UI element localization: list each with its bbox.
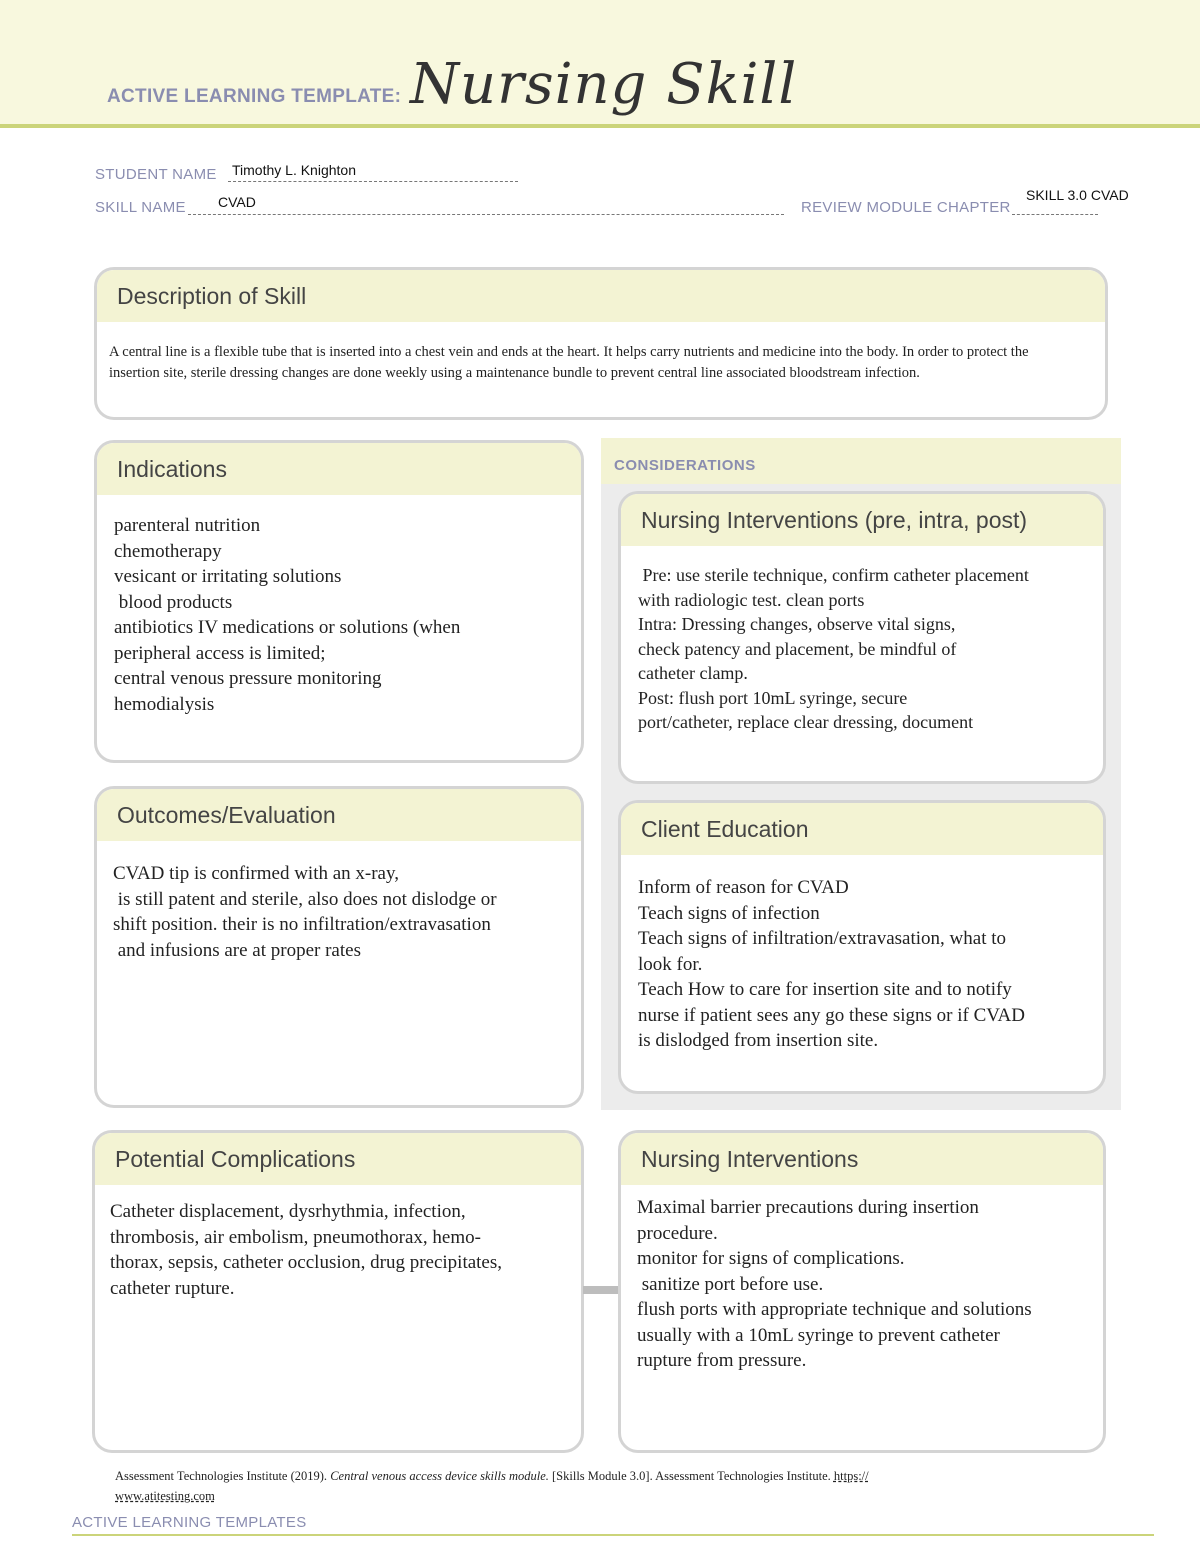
description-body[interactable]: A central line is a flexible tube that is inserted into a chest vein and ends at the heart. It helps carry nutrients and medicine into the body. In order to protect the insertion site, sterile dressing changes are done weekly using a maintenance bundle to prevent central line associated bloodstream infection. [109, 344, 1033, 381]
description-title: Description of Skill [97, 270, 1105, 322]
outcomes-body[interactable]: CVAD tip is confirmed with an x-ray, is still patent and sterile, also does not dislodge or shift position. their is no infiltration/extravasation and infusions are at proper rates [113, 863, 497, 961]
complications-title: Potential Complications [95, 1133, 581, 1185]
nursing-interventions-pip-card [618, 491, 1106, 784]
complications-card [92, 1130, 584, 1453]
considerations-label: CONSIDERATIONS [614, 457, 756, 474]
indications-card [94, 440, 584, 763]
citation-publisher: [Skills Module 3.0]. Assessment Technologies Institute. [548, 1469, 834, 1483]
review-module-label: REVIEW MODULE CHAPTER [801, 199, 1011, 216]
nursing-interventions-pip-body[interactable]: Pre: use sterile technique, confirm catheter placement with radiologic test. clean ports Intra: Dressing changes, observe vital signs, check patency and placement, be mindful of catheter clamp. Post: flush port 10mL syringe, secure port/catheter, replace clear dressing, document [638, 565, 1029, 732]
connector-bar [583, 1286, 619, 1294]
nursing-interventions-title: Nursing Interventions [621, 1133, 1103, 1185]
review-module-value[interactable]: SKILL 3.0 CVAD [1026, 187, 1129, 203]
student-name-label: STUDENT NAME [95, 166, 217, 183]
student-name-line [228, 181, 518, 182]
citation [115, 1466, 1015, 1506]
template-label: ACTIVE LEARNING TEMPLATE: [107, 86, 402, 107]
description-card [94, 267, 1108, 420]
review-module-line [1012, 214, 1098, 215]
nursing-interventions-body[interactable]: Maximal barrier precautions during insertion procedure. monitor for signs of complications. sanitize port before use. flush ports with appropriate technique and solutions usually with a 10mL syringe to prevent catheter rupture from pressure. [637, 1197, 1032, 1371]
client-education-body[interactable]: Inform of reason for CVAD Teach signs of infection Teach signs of infiltration/extravasation, what to look for. Teach How to care for insertion site and to notify nurse if patient sees any go these signs or if CVAD is dislodged from insertion site. [638, 877, 1025, 1051]
skill-name-line [188, 214, 784, 215]
skill-name-value[interactable]: CVAD [218, 194, 256, 210]
citation-link-2[interactable]: www.atitesting.com [115, 1489, 215, 1503]
nursing-interventions-pip-title: Nursing Interventions (pre, intra, post) [621, 494, 1103, 546]
outcomes-title: Outcomes/Evaluation [97, 789, 581, 841]
footer-label: ACTIVE LEARNING TEMPLATES [72, 1514, 307, 1531]
indications-body[interactable]: parenteral nutrition chemotherapy vesicant or irritating solutions blood products antibiotics IV medications or solutions (when peripheral access is limited; central venous pressure monitoring hemodialysis [114, 515, 461, 715]
skill-name-label: SKILL NAME [95, 199, 186, 216]
citation-title: Central venous access device skills module. [330, 1469, 549, 1483]
footer-rule [72, 1534, 1154, 1536]
student-name-value[interactable]: Timothy L. Knighton [232, 162, 356, 178]
template-title: Nursing Skill [410, 52, 798, 117]
client-education-title: Client Education [621, 803, 1103, 855]
outcomes-card [94, 786, 584, 1108]
indications-title: Indications [97, 443, 581, 495]
citation-link-1[interactable]: https:// [833, 1469, 869, 1483]
header-rule [0, 124, 1200, 128]
complications-body[interactable]: Catheter displacement, dysrhythmia, infection, thrombosis, air embolism, pneumothorax, hemo- thorax, sepsis, catheter occlusion, drug precipitates, catheter rupture. [110, 1201, 503, 1299]
nursing-interventions-card [618, 1130, 1106, 1453]
citation-author: Assessment Technologies Institute (2019). [115, 1469, 331, 1483]
client-education-card [618, 800, 1106, 1094]
